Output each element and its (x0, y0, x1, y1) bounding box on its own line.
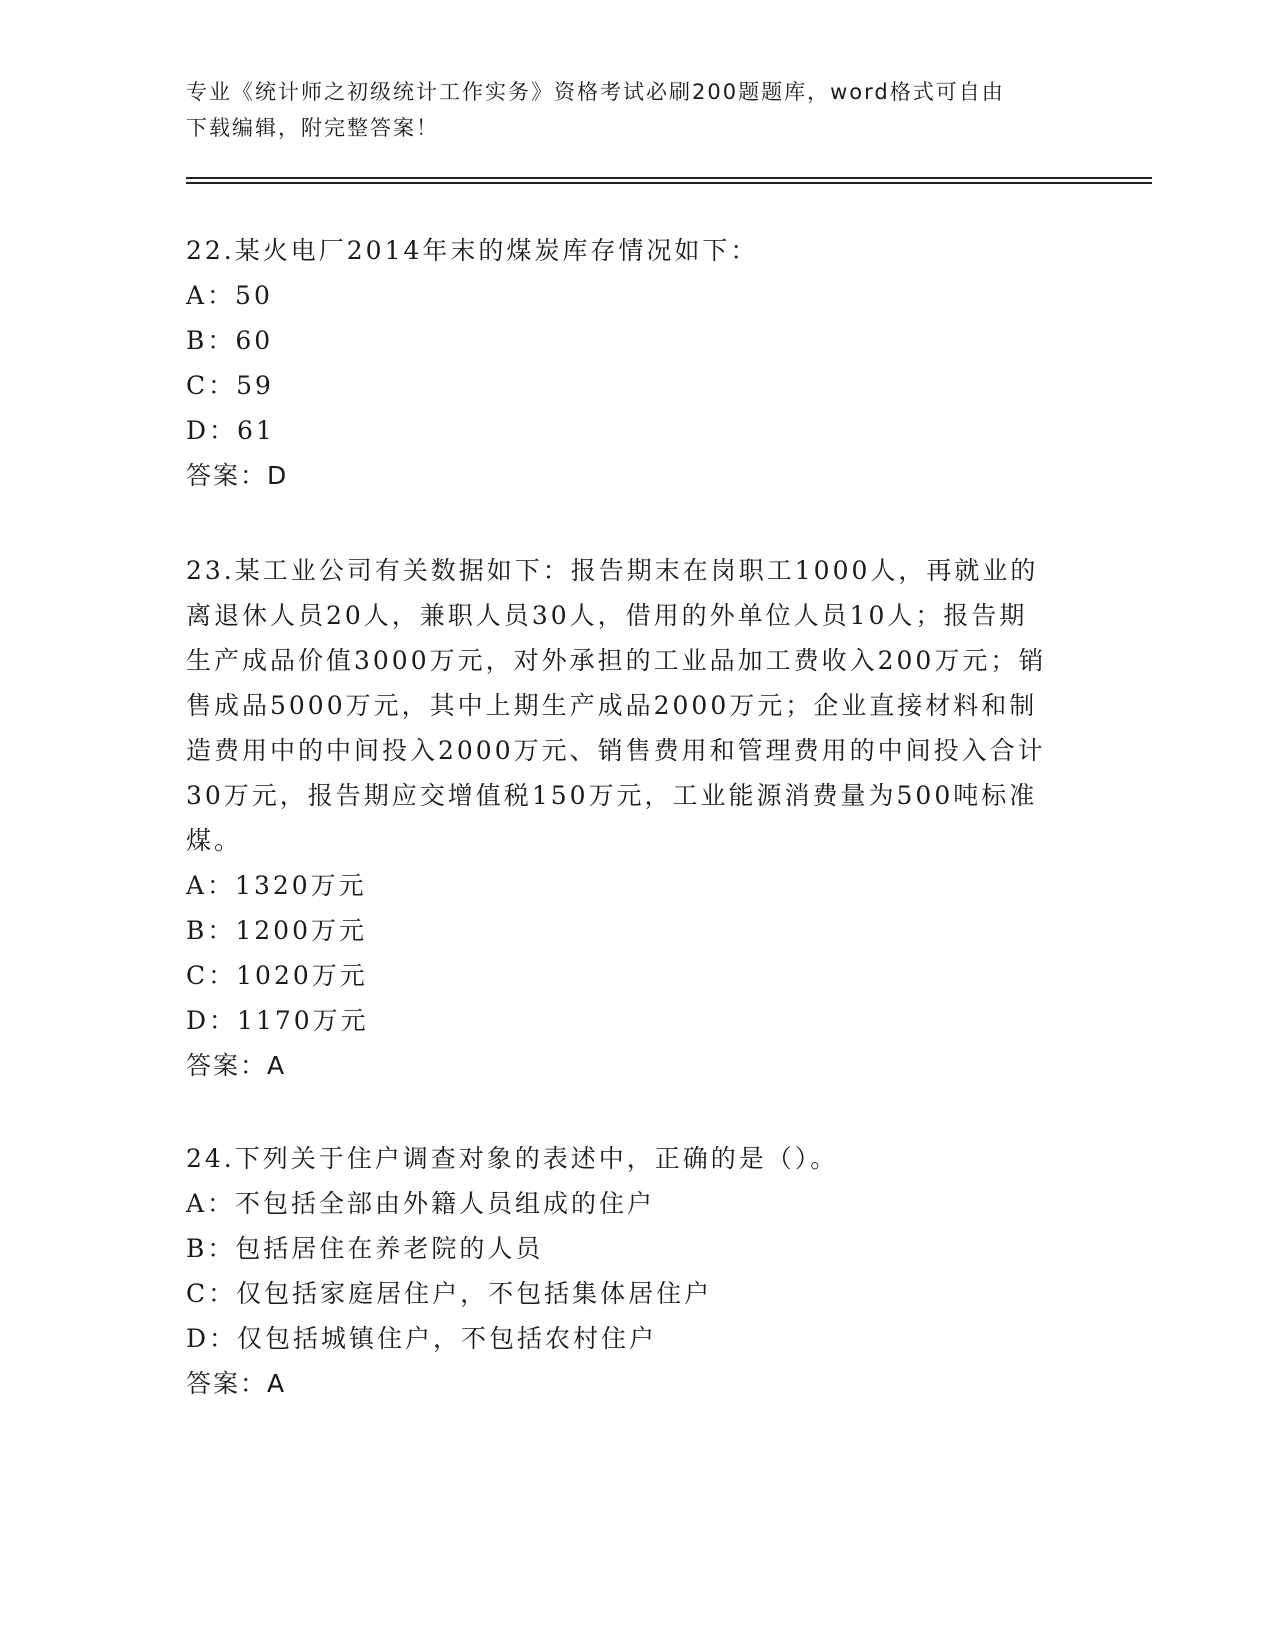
option-c: C：仅包括家庭居住户，不包括集体居住户 (186, 1279, 713, 1308)
question-23 (186, 548, 1066, 1088)
option-b: B：60 (186, 326, 274, 355)
option-a: A：不包括全部由外籍人员组成的住户 (186, 1189, 656, 1218)
option-b: B：1200万元 (186, 916, 367, 945)
header-rule-bottom (186, 182, 1152, 184)
header-line-2: 下载编辑，附完整答案！ (186, 116, 439, 140)
question-stem-line: 30万元，报告期应交增值税150万元，工业能源消费量为500吨标准 (186, 781, 1038, 810)
option-d: D：1170万元 (186, 1006, 369, 1035)
question-stem-line: 煤。 (186, 826, 243, 855)
option-c: C：1020万元 (186, 961, 368, 990)
header-rule-top (186, 177, 1152, 179)
option-c: C：59 (186, 371, 274, 400)
question-stem: 22.某火电厂2014年末的煤炭库存情况如下： (186, 236, 759, 265)
question-stem-line: 离退休人员20人，兼职人员30人，借用的外单位人员10人；报告期 (186, 601, 1028, 630)
question-stem-line: 造费用中的中间投入2000万元、销售费用和管理费用的中间投入合计 (186, 736, 1046, 765)
question-24 (186, 1136, 1066, 1406)
header-line-1: 专业《统计师之初级统计工作实务》资格考试必刷200题题库，word格式可自由 (186, 80, 1005, 104)
document-header (186, 74, 1066, 146)
option-a: A：1320万元 (186, 871, 367, 900)
option-a: A：50 (186, 281, 273, 310)
option-b: B：包括居住在养老院的人员 (186, 1234, 544, 1263)
answer: 答案：A (186, 1369, 287, 1398)
answer: 答案：A (186, 1051, 287, 1080)
question-stem-line: 售成品5000万元，其中上期生产成品2000万元；企业直接材料和制 (186, 691, 1038, 720)
option-d: D：61 (186, 416, 275, 445)
question-stem: 24.下列关于住户调查对象的表述中，正确的是（）。 (186, 1144, 839, 1173)
question-stem-line: 生产成品价值3000万元，对外承担的工业品加工费收入200万元；销 (186, 646, 1047, 675)
question-22 (186, 228, 1066, 498)
question-stem-line: 23.某工业公司有关数据如下：报告期末在岗职工1000人，再就业的 (186, 556, 1039, 585)
answer: 答案：D (186, 461, 289, 490)
option-d: D：仅包括城镇住户，不包括农村住户 (186, 1324, 658, 1353)
